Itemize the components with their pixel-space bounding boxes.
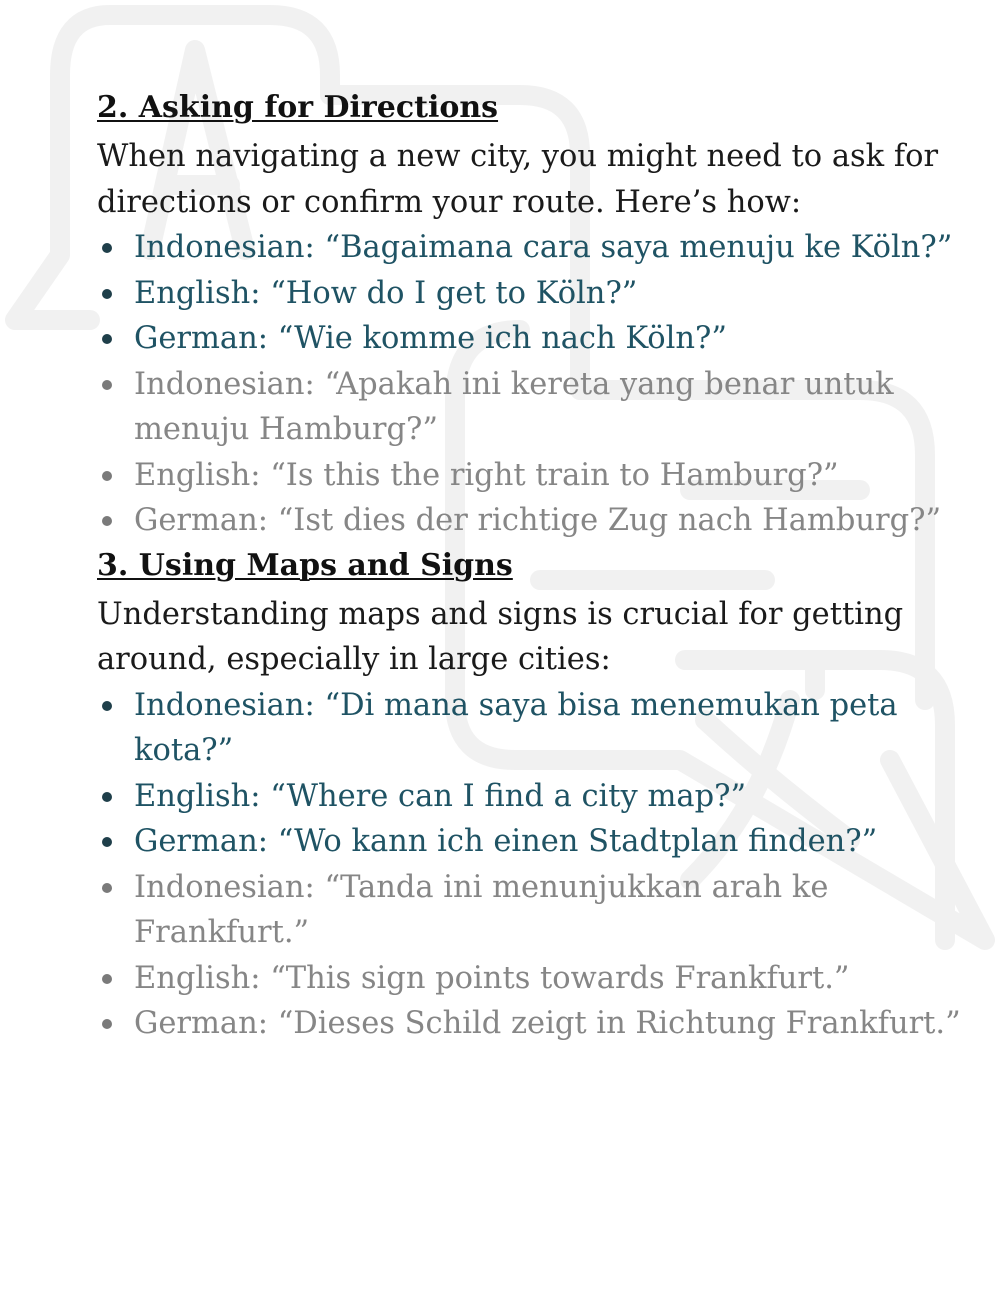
bullet-icon	[102, 243, 112, 253]
list-item-text: Indonesian: “Di mana saya bisa menemukan peta kota?”	[134, 687, 898, 768]
bullet-icon	[102, 334, 112, 344]
bullet-icon	[102, 1019, 112, 1029]
bullet-icon	[102, 701, 112, 711]
phrase-list	[97, 683, 967, 1047]
list-item	[97, 225, 967, 271]
list-item-text: English: “This sign points towards Frankfurt.”	[134, 960, 850, 996]
section-heading: 3. Using Maps and Signs	[97, 547, 513, 583]
list-item	[97, 498, 967, 544]
list-item-text: Indonesian: “Tanda ini menunjukkan arah ke Frankfurt.”	[134, 869, 829, 950]
bullet-icon	[102, 471, 112, 481]
list-item	[97, 1001, 967, 1047]
bullet-icon	[102, 883, 112, 893]
bullet-icon	[102, 516, 112, 526]
list-item-text: English: “Is this the right train to Hamburg?”	[134, 457, 839, 493]
list-item-text: German: “Dieses Schild zeigt in Richtung Frankfurt.”	[134, 1006, 961, 1041]
list-item	[97, 865, 967, 956]
section-maps-signs	[97, 546, 967, 1047]
list-item	[97, 819, 967, 865]
list-item	[97, 271, 967, 317]
section-intro: Understanding maps and signs is crucial for getting around, especially in large cities:	[97, 596, 904, 677]
list-item-text: German: “Ist dies der richtige Zug nach Hamburg?”	[134, 503, 942, 538]
list-item	[97, 316, 967, 362]
section-heading: 2. Asking for Directions	[97, 90, 499, 125]
bullet-icon	[102, 792, 112, 802]
phrase-list	[97, 225, 967, 544]
list-item	[97, 956, 967, 1002]
list-item	[97, 683, 967, 774]
list-item-text: Indonesian: “Apakah ini kereta yang benar untuk menuju Hamburg?”	[134, 366, 894, 447]
list-item	[97, 362, 967, 453]
list-item-text: English: “How do I get to Köln?”	[134, 275, 638, 311]
list-item-text: Indonesian: “Bagaimana cara saya menuju ke Köln?”	[134, 230, 953, 265]
bullet-icon	[102, 974, 112, 984]
section-intro: When navigating a new city, you might need to ask for directions or confirm your route. Here’s how:	[97, 139, 939, 220]
list-item	[97, 774, 967, 820]
document-page	[97, 88, 967, 1047]
section-asking-directions	[97, 88, 967, 544]
list-item-text: English: “Where can I find a city map?”	[134, 778, 747, 814]
list-item-text: German: “Wie komme ich nach Köln?”	[134, 321, 727, 356]
bullet-icon	[102, 837, 112, 847]
list-item-text: German: “Wo kann ich einen Stadtplan finden?”	[134, 824, 878, 859]
bullet-icon	[102, 289, 112, 299]
bullet-icon	[102, 380, 112, 390]
list-item	[97, 453, 967, 499]
